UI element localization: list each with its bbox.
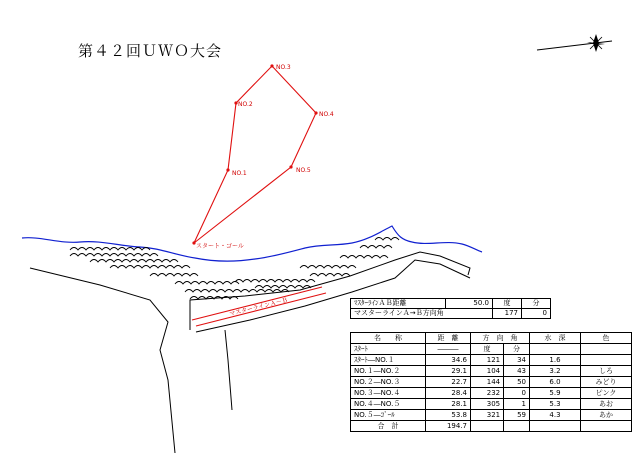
cell-degree: 121 xyxy=(471,355,504,366)
cell-distance: 53.8 xyxy=(426,410,471,421)
master-distance-label: ﾏｽﾀｰﾗｲﾝＡＢ距離 xyxy=(351,299,446,309)
cell xyxy=(530,344,581,355)
cell-color xyxy=(581,355,632,366)
cell-color: あか xyxy=(581,410,632,421)
master-direction-label: マスターラインＡ→Ｂ方向角 xyxy=(351,309,493,319)
cell xyxy=(471,421,504,432)
cell-depth: 4.3 xyxy=(530,410,581,421)
cell: 度 xyxy=(471,344,504,355)
cell-degree: 305 xyxy=(471,399,504,410)
table-row xyxy=(351,309,551,319)
cell xyxy=(581,421,632,432)
cell: 分 xyxy=(504,344,530,355)
cell-minute: 1 xyxy=(504,399,530,410)
cell-name: NO.１―NO.２ xyxy=(351,366,426,377)
cell-distance: 29.1 xyxy=(426,366,471,377)
course-route xyxy=(192,64,333,250)
degree-header: 度 xyxy=(493,299,522,309)
total-distance: 194.7 xyxy=(426,421,471,432)
table-row xyxy=(351,355,632,366)
point-label-no2: NO.2 xyxy=(238,101,253,108)
point-label-no3: NO.3 xyxy=(276,64,291,71)
cell-distance: 34.6 xyxy=(426,355,471,366)
table-subheader-row xyxy=(351,344,632,355)
cell-color: ピンク xyxy=(581,388,632,399)
page-title: 第４２回ＵＷＯ大会 xyxy=(78,42,223,60)
col-header-distance: 距 離 xyxy=(426,333,471,344)
cell xyxy=(504,421,530,432)
table-row xyxy=(351,299,551,309)
cell-depth: 1.6 xyxy=(530,355,581,366)
cell-minute: 59 xyxy=(504,410,530,421)
table-header-row xyxy=(351,333,632,344)
cell-name: NO.３―NO.４ xyxy=(351,388,426,399)
col-header-name: 名 称 xyxy=(351,333,426,344)
point-label-no4: NO.4 xyxy=(319,111,334,118)
master-distance-value: 50.0 xyxy=(446,299,493,309)
col-header-direction: 方 向 角 xyxy=(471,333,530,344)
cell-color: あお xyxy=(581,399,632,410)
shoreline-water xyxy=(22,226,482,261)
master-direction-minute: 0 xyxy=(522,309,551,319)
cell-color: しろ xyxy=(581,366,632,377)
col-header-depth: 水 深 xyxy=(530,333,581,344)
cell: ｽﾀｰﾄ xyxy=(351,344,426,355)
cell-distance: 28.4 xyxy=(426,388,471,399)
cell-degree: 104 xyxy=(471,366,504,377)
point-label-start: スタート・ゴール xyxy=(196,243,244,250)
cell xyxy=(581,344,632,355)
table-total-row xyxy=(351,421,632,432)
cell-depth: 3.2 xyxy=(530,366,581,377)
cell-name: NO.５―ｺﾞｰﾙ xyxy=(351,410,426,421)
table-row xyxy=(351,399,632,410)
cell-name: NO.４―NO.５ xyxy=(351,399,426,410)
cell-name: ｽﾀｰﾄ―NO.１ xyxy=(351,355,426,366)
cell-degree: 144 xyxy=(471,377,504,388)
cell-minute: 50 xyxy=(504,377,530,388)
cell-color: みどり xyxy=(581,377,632,388)
cell-distance: 22.7 xyxy=(426,377,471,388)
cell-degree: 321 xyxy=(471,410,504,421)
master-direction-degree: 177 xyxy=(493,309,522,319)
table-row xyxy=(351,410,632,421)
cell-name: NO.２―NO.３ xyxy=(351,377,426,388)
cell: ――― xyxy=(426,344,471,355)
col-header-color: 色 xyxy=(581,333,632,344)
master-line-table xyxy=(350,298,551,319)
cell-depth: 6.0 xyxy=(530,377,581,388)
minute-header: 分 xyxy=(522,299,551,309)
cell-minute: 43 xyxy=(504,366,530,377)
point-label-no5: NO.5 xyxy=(296,167,311,174)
cell-depth: 5.3 xyxy=(530,399,581,410)
point-label-no1: NO.1 xyxy=(232,170,247,177)
table-row xyxy=(351,388,632,399)
cell-minute: 0 xyxy=(504,388,530,399)
cell-degree: 232 xyxy=(471,388,504,399)
total-label: 合 計 xyxy=(351,421,426,432)
course-table xyxy=(350,332,632,432)
master-line-label: マスターラインＡ－Ｂ xyxy=(228,296,289,318)
master-line xyxy=(192,287,326,326)
cell-minute: 34 xyxy=(504,355,530,366)
table-row xyxy=(351,377,632,388)
cell-depth: 5.9 xyxy=(530,388,581,399)
table-row xyxy=(351,366,632,377)
cell xyxy=(530,421,581,432)
north-arrow-icon xyxy=(537,34,612,52)
cell-distance: 28.1 xyxy=(426,399,471,410)
